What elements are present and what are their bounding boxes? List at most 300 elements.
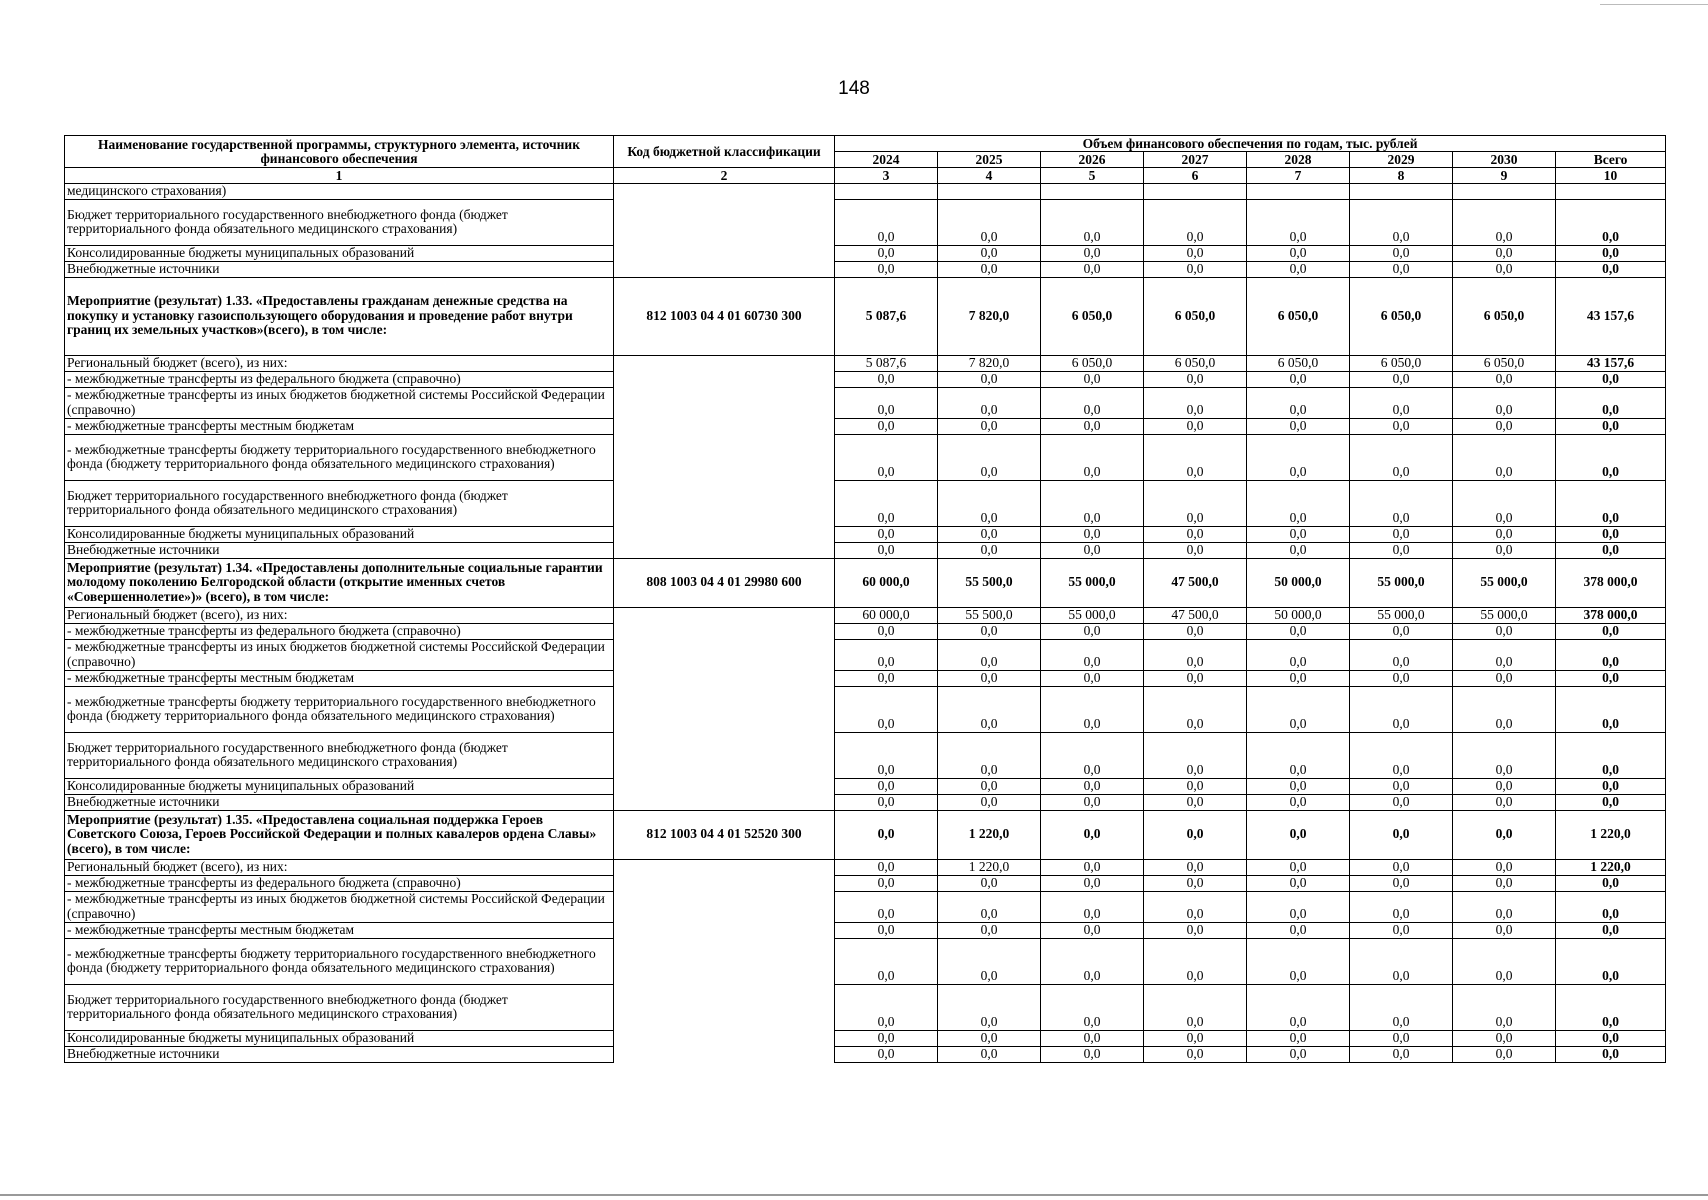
value-cell: 6 050,0 [1041,277,1144,355]
value-cell: 0,0 [938,875,1041,891]
value-cell: 0,0 [1453,875,1556,891]
value-total: 0,0 [1556,245,1666,261]
value-cell: 0,0 [1453,261,1556,277]
code-cell-empty [614,607,835,810]
value-total: 43 157,6 [1556,277,1666,355]
value-cell: 0,0 [1041,418,1144,434]
row-label: Региональный бюджет (всего), из них: [65,607,614,623]
value-cell: 0,0 [1350,418,1453,434]
value-cell: 0,0 [1453,859,1556,875]
row-label: Региональный бюджет (всего), из них: [65,859,614,875]
header-number-cell: 3 [835,168,938,184]
value-cell: 0,0 [1453,1030,1556,1046]
value-cell: 0,0 [938,480,1041,526]
value-cell: 0,0 [938,526,1041,542]
value-cell: 0,0 [1247,859,1350,875]
value-cell: 0,0 [938,778,1041,794]
value-cell: 0,0 [1350,984,1453,1030]
value-cell: 0,0 [1144,542,1247,558]
value-cell: 0,0 [1453,794,1556,810]
value-cell: 0,0 [1350,922,1453,938]
row-label: - межбюджетные трансферты из федерального бюджета (справочно) [65,875,614,891]
value-cell: 0,0 [1247,418,1350,434]
value-cell: 0,0 [1453,418,1556,434]
value-cell: 0,0 [1247,810,1350,859]
value-cell: 0,0 [1453,938,1556,984]
value-cell: 55 500,0 [938,607,1041,623]
value-cell: 0,0 [1144,199,1247,245]
value-cell: 0,0 [835,245,938,261]
value-cell: 0,0 [938,670,1041,686]
row-label: - межбюджетные трансферты местным бюджетам [65,922,614,938]
table-row [65,778,1666,794]
activity-title: Мероприятие (результат) 1.33. «Предоставлены гражданам денежные средства на покупку и установку газоиспользующего оборудования и проведение работ внутри границ их земельных участков»(всего), в том числе: [65,277,614,355]
value-total: 0,0 [1556,1030,1666,1046]
row-label: Консолидированные бюджеты муниципальных образований [65,778,614,794]
value-total: 0,0 [1556,670,1666,686]
row-label: Бюджет территориального государственного внебюджетного фонда (бюджет территориального фонда обязательного медицинского страхования) [65,984,614,1030]
value-total: 0,0 [1556,542,1666,558]
value-cell: 0,0 [1144,261,1247,277]
value-cell: 0,0 [938,686,1041,732]
value-cell: 0,0 [1453,199,1556,245]
value-cell: 7 820,0 [938,355,1041,371]
value-cell: 0,0 [1453,639,1556,670]
value-cell: 0,0 [938,371,1041,387]
table-row [65,355,1666,371]
page-number: 148 [838,78,870,99]
value-cell: 47 500,0 [1144,607,1247,623]
value-cell: 0,0 [1041,639,1144,670]
row-label: Внебюджетные источники [65,542,614,558]
row-label: - межбюджетные трансферты бюджету территориального государственного внебюджетного фонда (бюджету территориального фонда обязательного медицинского страхования) [65,434,614,480]
value-cell: 0,0 [1041,732,1144,778]
value-cell: 0,0 [835,938,938,984]
value-cell: 0,0 [1144,922,1247,938]
table-row [65,542,1666,558]
table-row [65,794,1666,810]
budget-code: 812 1003 04 4 01 52520 300 [614,810,835,859]
value-cell: 0,0 [938,732,1041,778]
value-cell: 0,0 [1453,480,1556,526]
activity-row [65,558,1666,607]
value-cell: 0,0 [1247,686,1350,732]
value-cell: 0,0 [835,794,938,810]
value-cell: 0,0 [1041,686,1144,732]
value-cell: 0,0 [1144,480,1247,526]
value-total: 0,0 [1556,984,1666,1030]
value-cell: 1 220,0 [938,859,1041,875]
table-row [65,480,1666,526]
value-cell: 0,0 [1041,371,1144,387]
value-cell: 0,0 [835,542,938,558]
activity-title: Мероприятие (результат) 1.35. «Предоставлена социальная поддержка Героев Советского Союза, Героев Российской Федерации и полных кавалеров ордена Славы» (всего), в том числе: [65,810,614,859]
value-cell: 0,0 [1453,732,1556,778]
value-total: 378 000,0 [1556,558,1666,607]
value-cell: 0,0 [1453,686,1556,732]
value-cell: 0,0 [1453,387,1556,418]
value-cell: 0,0 [1144,686,1247,732]
value-cell: 0,0 [1144,778,1247,794]
row-label: Внебюджетные источники [65,261,614,277]
value-cell: 0,0 [938,261,1041,277]
value-cell: 0,0 [1247,1030,1350,1046]
value-cell: 6 050,0 [1144,355,1247,371]
value-cell: 0,0 [1144,875,1247,891]
value-cell: 0,0 [1350,794,1453,810]
value-cell [835,184,938,200]
header-number-cell: 4 [938,168,1041,184]
table-row [65,922,1666,938]
value-cell: 55 000,0 [1350,558,1453,607]
value-cell: 0,0 [1041,778,1144,794]
row-label: медицинского страхования) [65,184,614,200]
value-cell: 0,0 [1453,371,1556,387]
row-label: - межбюджетные трансферты из федерального бюджета (справочно) [65,371,614,387]
value-cell: 0,0 [1453,810,1556,859]
table-row [65,859,1666,875]
header-name-column: Наименование государственной программы, структурного элемента, источник финансового обеспечения [65,136,614,168]
header-number-cell: 8 [1350,168,1453,184]
row-label: Бюджет территориального государственного внебюджетного фонда (бюджет территориального фонда обязательного медицинского страхования) [65,199,614,245]
table-row [65,1030,1666,1046]
value-cell: 0,0 [938,891,1041,922]
value-cell: 50 000,0 [1247,607,1350,623]
value-cell: 0,0 [835,810,938,859]
activity-row [65,277,1666,355]
code-cell-empty [614,859,835,1062]
value-cell: 0,0 [1144,810,1247,859]
table-row [65,670,1666,686]
value-cell: 6 050,0 [1144,277,1247,355]
header-year-cell: 2026 [1041,152,1144,168]
value-cell: 0,0 [835,984,938,1030]
value-total: 0,0 [1556,387,1666,418]
table-header [65,136,1666,184]
value-cell: 0,0 [1453,434,1556,480]
value-cell: 0,0 [938,938,1041,984]
value-cell [1041,184,1144,200]
value-total: 0,0 [1556,938,1666,984]
value-total: 0,0 [1556,480,1666,526]
value-cell: 0,0 [1350,639,1453,670]
value-cell: 0,0 [1247,623,1350,639]
value-total: 0,0 [1556,794,1666,810]
value-cell: 55 000,0 [1041,607,1144,623]
value-cell: 0,0 [1041,810,1144,859]
code-cell-empty [614,184,835,278]
header-code-column: Код бюджетной классификации [614,136,835,168]
value-cell: 6 050,0 [1453,277,1556,355]
value-cell [1247,184,1350,200]
row-label: Внебюджетные источники [65,794,614,810]
header-year-cell: 2028 [1247,152,1350,168]
value-total: 0,0 [1556,261,1666,277]
value-cell: 0,0 [1350,199,1453,245]
value-cell: 60 000,0 [835,558,938,607]
value-cell: 0,0 [938,984,1041,1030]
value-cell: 0,0 [1350,938,1453,984]
activity-title: Мероприятие (результат) 1.34. «Предоставлены дополнительные социальные гарантии молодому поколению Белгородской области (открытие именных счетов «Совершеннолетие»)» (всего), в том числе: [65,558,614,607]
top-rule [1600,4,1708,5]
value-total: 0,0 [1556,199,1666,245]
value-cell: 0,0 [1144,434,1247,480]
table-row [65,686,1666,732]
value-cell: 60 000,0 [835,607,938,623]
header-year-cell: 2030 [1453,152,1556,168]
value-cell: 0,0 [1247,542,1350,558]
value-cell: 0,0 [1041,199,1144,245]
value-cell [1556,184,1666,200]
value-cell: 55 000,0 [1350,607,1453,623]
value-cell: 0,0 [1453,542,1556,558]
value-cell: 6 050,0 [1041,355,1144,371]
value-cell: 0,0 [1041,1046,1144,1062]
value-cell: 0,0 [835,371,938,387]
value-cell: 5 087,6 [835,277,938,355]
header-year-cell: 2027 [1144,152,1247,168]
table-row [65,184,1666,200]
value-cell: 0,0 [835,891,938,922]
value-cell: 0,0 [938,418,1041,434]
value-cell: 0,0 [1041,1030,1144,1046]
value-cell: 0,0 [1453,984,1556,1030]
value-cell: 0,0 [835,1030,938,1046]
value-cell: 0,0 [1041,859,1144,875]
row-label: - межбюджетные трансферты из иных бюджетов бюджетной системы Российской Федерации (справочно) [65,639,614,670]
value-cell: 0,0 [1144,794,1247,810]
value-cell: 0,0 [1453,245,1556,261]
value-total: 0,0 [1556,526,1666,542]
value-cell: 0,0 [1453,526,1556,542]
value-cell: 0,0 [835,526,938,542]
value-cell: 0,0 [1247,639,1350,670]
row-label: - межбюджетные трансферты местным бюджетам [65,670,614,686]
value-cell: 0,0 [1247,245,1350,261]
value-cell: 0,0 [938,245,1041,261]
value-cell: 0,0 [1041,984,1144,1030]
value-cell: 0,0 [1350,261,1453,277]
activity-row [65,810,1666,859]
value-cell: 6 050,0 [1350,277,1453,355]
row-label: - межбюджетные трансферты из федерального бюджета (справочно) [65,623,614,639]
value-cell: 50 000,0 [1247,558,1350,607]
table-row [65,1046,1666,1062]
value-cell: 0,0 [1453,623,1556,639]
value-cell: 0,0 [1350,371,1453,387]
value-cell: 0,0 [938,794,1041,810]
value-cell: 5 087,6 [835,355,938,371]
value-cell: 6 050,0 [1247,355,1350,371]
value-total: 0,0 [1556,891,1666,922]
value-cell: 0,0 [1041,891,1144,922]
row-label: - межбюджетные трансферты бюджету территориального государственного внебюджетного фонда (бюджету территориального фонда обязательного медицинского страхования) [65,686,614,732]
value-cell: 0,0 [1247,891,1350,922]
value-cell: 0,0 [1350,875,1453,891]
value-cell: 0,0 [1247,984,1350,1030]
value-total: 43 157,6 [1556,355,1666,371]
table-row [65,875,1666,891]
value-cell: 0,0 [1247,670,1350,686]
table-row [65,245,1666,261]
value-cell: 0,0 [1453,778,1556,794]
value-cell [1144,184,1247,200]
value-cell: 0,0 [835,387,938,418]
value-cell: 0,0 [1247,371,1350,387]
value-cell: 0,0 [1350,810,1453,859]
value-cell: 55 000,0 [1453,558,1556,607]
value-cell: 6 050,0 [1350,355,1453,371]
header-number-cell: 1 [65,168,614,184]
table-row [65,732,1666,778]
value-total: 0,0 [1556,732,1666,778]
value-cell: 0,0 [1144,732,1247,778]
table-row [65,938,1666,984]
value-cell: 0,0 [1247,261,1350,277]
value-cell: 0,0 [1144,938,1247,984]
value-cell: 0,0 [835,670,938,686]
value-cell: 0,0 [938,199,1041,245]
value-total: 1 220,0 [1556,810,1666,859]
value-total: 0,0 [1556,434,1666,480]
header-year-cell: 2025 [938,152,1041,168]
value-cell: 0,0 [1350,623,1453,639]
value-cell: 6 050,0 [1453,355,1556,371]
value-cell: 0,0 [835,1046,938,1062]
value-total: 0,0 [1556,686,1666,732]
value-cell: 0,0 [938,1030,1041,1046]
value-cell: 47 500,0 [1144,558,1247,607]
value-total: 0,0 [1556,778,1666,794]
value-cell: 0,0 [1041,938,1144,984]
header-number-cell: 5 [1041,168,1144,184]
row-label: Бюджет территориального государственного внебюджетного фонда (бюджет территориального фонда обязательного медицинского страхования) [65,480,614,526]
budget-code: 808 1003 04 4 01 29980 600 [614,558,835,607]
value-cell: 55 000,0 [1041,558,1144,607]
value-cell: 0,0 [1350,778,1453,794]
bottom-rule [0,1194,1708,1196]
value-cell: 0,0 [1247,434,1350,480]
value-cell: 0,0 [835,875,938,891]
value-cell: 0,0 [835,686,938,732]
header-number-cell: 9 [1453,168,1556,184]
value-cell: 0,0 [1041,542,1144,558]
value-cell: 0,0 [835,480,938,526]
table-row [65,891,1666,922]
value-cell: 7 820,0 [938,277,1041,355]
table-row [65,526,1666,542]
value-cell: 0,0 [1350,670,1453,686]
value-cell: 0,0 [835,623,938,639]
value-total: 0,0 [1556,371,1666,387]
value-cell: 0,0 [1247,199,1350,245]
value-total: 0,0 [1556,1046,1666,1062]
value-cell: 0,0 [835,922,938,938]
value-cell: 0,0 [1350,480,1453,526]
value-cell: 0,0 [835,434,938,480]
value-cell: 0,0 [1350,245,1453,261]
value-cell: 0,0 [938,922,1041,938]
value-cell: 0,0 [1350,1046,1453,1062]
value-cell: 0,0 [835,639,938,670]
table-row [65,387,1666,418]
value-cell: 0,0 [1350,526,1453,542]
value-cell: 0,0 [1041,623,1144,639]
value-total: 0,0 [1556,623,1666,639]
value-cell: 0,0 [1144,639,1247,670]
value-cell: 0,0 [938,623,1041,639]
value-cell: 0,0 [1453,1046,1556,1062]
table-row [65,261,1666,277]
row-label: - межбюджетные трансферты из иных бюджетов бюджетной системы Российской Федерации (справочно) [65,387,614,418]
row-label: Консолидированные бюджеты муниципальных образований [65,245,614,261]
value-cell [1350,184,1453,200]
budget-code: 812 1003 04 4 01 60730 300 [614,277,835,355]
value-cell: 0,0 [835,732,938,778]
value-cell: 1 220,0 [938,810,1041,859]
value-cell [1453,184,1556,200]
header-year-cell: Всего [1556,152,1666,168]
table-row [65,984,1666,1030]
table-row [65,199,1666,245]
table-row [65,607,1666,623]
value-cell: 0,0 [1144,371,1247,387]
value-total: 378 000,0 [1556,607,1666,623]
header-number-cell: 10 [1556,168,1666,184]
value-cell: 0,0 [1350,542,1453,558]
table-row [65,418,1666,434]
row-label: Бюджет территориального государственного внебюджетного фонда (бюджет территориального фонда обязательного медицинского страхования) [65,732,614,778]
value-cell: 0,0 [1247,480,1350,526]
value-cell: 0,0 [1350,732,1453,778]
value-cell: 0,0 [1144,526,1247,542]
value-cell: 0,0 [1247,794,1350,810]
value-cell: 0,0 [1041,434,1144,480]
value-cell: 0,0 [1041,875,1144,891]
value-cell: 0,0 [1453,891,1556,922]
value-cell: 0,0 [1144,245,1247,261]
value-cell: 0,0 [938,387,1041,418]
table-row [65,639,1666,670]
header-year-cell: 2024 [835,152,938,168]
value-cell: 0,0 [1041,261,1144,277]
table-body [65,184,1666,1063]
value-total: 0,0 [1556,639,1666,670]
value-cell: 0,0 [938,434,1041,480]
value-cell: 0,0 [835,199,938,245]
value-cell: 0,0 [1144,984,1247,1030]
value-cell: 0,0 [1247,1046,1350,1062]
value-cell: 0,0 [835,859,938,875]
table-row [65,434,1666,480]
code-cell-empty [614,355,835,558]
value-cell: 0,0 [938,1046,1041,1062]
value-cell: 0,0 [1144,859,1247,875]
header-number-cell: 7 [1247,168,1350,184]
value-cell: 0,0 [1041,526,1144,542]
value-cell: 0,0 [1144,1030,1247,1046]
value-cell: 55 500,0 [938,558,1041,607]
value-cell: 55 000,0 [1453,607,1556,623]
value-cell: 0,0 [1350,859,1453,875]
table-row [65,623,1666,639]
value-cell: 0,0 [1247,938,1350,984]
row-label: Региональный бюджет (всего), из них: [65,355,614,371]
value-cell: 0,0 [1247,732,1350,778]
value-cell: 0,0 [1041,480,1144,526]
value-cell: 0,0 [1041,794,1144,810]
value-cell: 0,0 [1144,387,1247,418]
